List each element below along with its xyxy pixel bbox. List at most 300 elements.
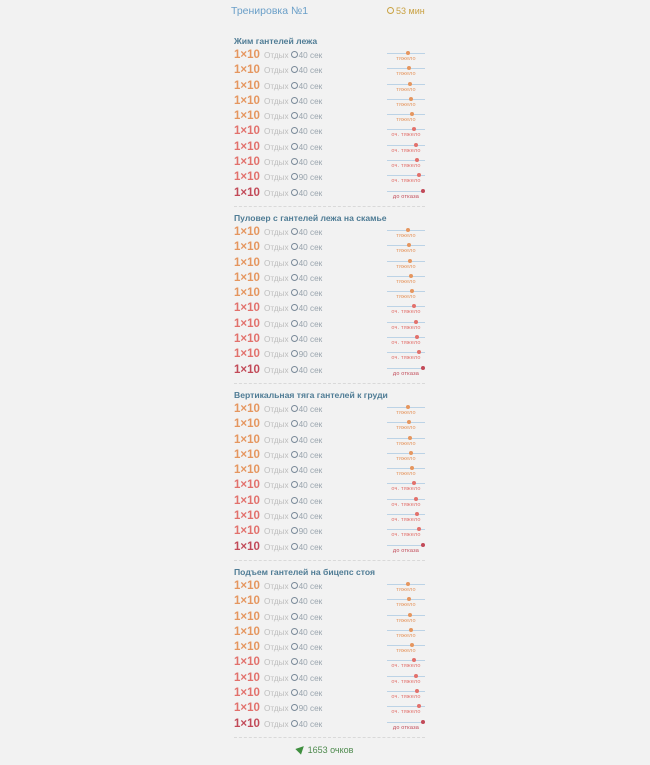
intensity-slider[interactable] [387, 540, 425, 555]
set-rest [264, 481, 322, 490]
intensity-slider[interactable] [387, 79, 425, 94]
workout-duration [387, 6, 425, 16]
intensity-slider[interactable] [387, 671, 425, 686]
set-row [234, 579, 425, 594]
intensity-slider[interactable] [387, 594, 425, 609]
clock-icon [291, 436, 298, 443]
set-reps: 1×10 [234, 287, 260, 300]
intensity-handle[interactable] [421, 189, 425, 193]
set-reps: 1×10 [234, 579, 260, 592]
set-row [234, 433, 425, 448]
intensity-handle[interactable] [406, 228, 410, 232]
rest-value: 40 сек [298, 365, 323, 375]
rest-label: Отдых [264, 142, 289, 152]
rest-value: 40 сек [298, 404, 323, 414]
clock-icon [291, 527, 298, 534]
clock-icon [291, 674, 298, 681]
intensity-handle[interactable] [412, 127, 416, 131]
set-row [234, 332, 425, 347]
intensity-handle[interactable] [421, 366, 425, 370]
set-rest [264, 543, 322, 552]
intensity-handle[interactable] [409, 628, 413, 632]
intensity-label: тяжело [396, 278, 416, 285]
set-rest [264, 720, 322, 729]
rest-label: Отдых [264, 273, 289, 283]
intensity-track [387, 145, 425, 146]
intensity-handle[interactable] [415, 335, 419, 339]
intensity-track [387, 245, 425, 246]
rest-label: Отдых [264, 127, 289, 137]
rest-label: Отдых [264, 96, 289, 106]
set-reps: 1×10 [234, 656, 260, 669]
intensity-track [387, 691, 425, 692]
set-row [234, 463, 425, 478]
set-reps: 1×10 [234, 271, 260, 284]
intensity-slider[interactable] [387, 524, 425, 539]
intensity-slider[interactable] [387, 717, 425, 732]
set-reps: 1×10 [234, 156, 260, 169]
rest-value: 40 сек [298, 627, 323, 637]
clock-icon [291, 320, 298, 327]
intensity-label: оч. тяжело [391, 178, 421, 185]
rest-value: 90 сек [298, 527, 323, 537]
intensity-label: оч. тяжело [391, 309, 421, 316]
clock-icon [291, 466, 298, 473]
set-rest [264, 405, 322, 414]
set-rest [264, 127, 322, 136]
set-reps: 1×10 [234, 225, 260, 238]
set-reps: 1×10 [234, 256, 260, 269]
rest-label: Отдых [264, 688, 289, 698]
intensity-handle[interactable] [408, 259, 412, 263]
rest-label: Отдых [264, 243, 289, 253]
clock-icon [291, 82, 298, 89]
intensity-track [387, 368, 425, 369]
intensity-handle[interactable] [417, 173, 421, 177]
divider [234, 560, 425, 561]
rest-value: 40 сек [298, 243, 323, 253]
exercise-name[interactable]: Пуловер с гантелей лежа на скамье [234, 212, 387, 223]
intensity-slider[interactable] [387, 579, 425, 594]
intensity-label: тяжело [396, 440, 416, 447]
intensity-track [387, 630, 425, 631]
intensity-slider[interactable] [387, 140, 425, 155]
intensity-track [387, 438, 425, 439]
intensity-label: тяжело [396, 248, 416, 255]
intensity-handle[interactable] [414, 497, 418, 501]
intensity-track [387, 514, 425, 515]
intensity-label: тяжело [396, 648, 416, 655]
intensity-slider[interactable] [387, 463, 425, 478]
intensity-handle[interactable] [408, 82, 412, 86]
clock-icon [291, 597, 298, 604]
rest-label: Отдых [264, 365, 289, 375]
intensity-track [387, 322, 425, 323]
intensity-handle[interactable] [410, 289, 414, 293]
intensity-label: тяжело [396, 586, 416, 593]
clock-icon [291, 112, 298, 119]
intensity-handle[interactable] [410, 643, 414, 647]
intensity-track [387, 722, 425, 723]
set-reps: 1×10 [234, 110, 260, 123]
intensity-handle[interactable] [410, 112, 414, 116]
set-row [234, 155, 425, 170]
rest-value: 40 сек [298, 258, 323, 268]
rest-value: 40 сек [298, 188, 323, 198]
intensity-slider[interactable] [387, 402, 425, 417]
intensity-handle[interactable] [408, 436, 412, 440]
intensity-slider[interactable] [387, 170, 425, 185]
intensity-handle[interactable] [407, 420, 411, 424]
intensity-label: тяжело [396, 602, 416, 609]
intensity-slider[interactable] [387, 286, 425, 301]
intensity-handle[interactable] [407, 597, 411, 601]
rest-label: Отдых [264, 627, 289, 637]
clock-icon [291, 582, 298, 589]
set-reps: 1×10 [234, 479, 260, 492]
workout-title[interactable]: Тренировка №1 [231, 5, 309, 17]
intensity-slider[interactable] [387, 317, 425, 332]
rest-value: 40 сек [298, 66, 323, 76]
intensity-slider[interactable] [387, 256, 425, 271]
rest-value: 40 сек [298, 581, 323, 591]
intensity-slider[interactable] [387, 240, 425, 255]
rest-label: Отдых [264, 404, 289, 414]
clock-icon [387, 7, 394, 14]
intensity-handle[interactable] [407, 243, 411, 247]
intensity-handle[interactable] [414, 674, 418, 678]
intensity-handle[interactable] [417, 704, 421, 708]
intensity-handle[interactable] [409, 451, 413, 455]
set-row [234, 363, 425, 378]
intensity-slider[interactable] [387, 610, 425, 625]
clock-icon [291, 689, 298, 696]
set-reps: 1×10 [234, 49, 260, 61]
intensity-handle[interactable] [412, 481, 416, 485]
divider [234, 206, 425, 207]
intensity-slider[interactable] [387, 271, 425, 286]
set-rest [264, 320, 322, 329]
set-rest [264, 466, 322, 475]
intensity-slider[interactable] [387, 94, 425, 109]
intensity-slider[interactable] [387, 686, 425, 701]
set-reps: 1×10 [234, 540, 260, 553]
set-row [234, 347, 425, 362]
intensity-slider[interactable] [387, 155, 425, 170]
set-reps: 1×10 [234, 140, 260, 153]
clock-icon [291, 158, 298, 165]
rest-value: 40 сек [298, 51, 323, 60]
set-rest [264, 228, 322, 237]
exercise-name[interactable]: Подъем гантелей на бицепс стоя [234, 566, 376, 577]
clock-icon [291, 127, 298, 134]
intensity-label: оч. тяжело [391, 132, 421, 139]
exercise-list [234, 31, 425, 741]
set-row [234, 402, 425, 417]
intensity-handle[interactable] [414, 320, 418, 324]
set-reps: 1×10 [234, 363, 260, 376]
intensity-track [387, 191, 425, 192]
set-reps: 1×10 [234, 171, 260, 184]
clock-icon [291, 451, 298, 458]
intensity-handle[interactable] [414, 143, 418, 147]
exercise-name[interactable]: Вертикальная тяга гантелей к груди [234, 389, 388, 400]
intensity-slider[interactable] [387, 417, 425, 432]
rest-value: 40 сек [298, 127, 323, 137]
set-row [234, 109, 425, 124]
intensity-handle[interactable] [406, 405, 410, 409]
intensity-slider[interactable] [387, 363, 425, 378]
set-row [234, 494, 425, 509]
intensity-track [387, 337, 425, 338]
set-row [234, 671, 425, 686]
set-rest [264, 158, 322, 167]
set-row [234, 701, 425, 716]
set-row [234, 640, 425, 655]
exercise-name[interactable]: Жим гантелей лежа [234, 36, 318, 46]
divider [234, 383, 425, 384]
intensity-handle[interactable] [409, 97, 413, 101]
set-row [234, 271, 425, 286]
intensity-label: тяжело [396, 294, 416, 301]
rest-label: Отдых [264, 81, 289, 91]
intensity-slider[interactable] [387, 301, 425, 316]
intensity-track [387, 422, 425, 423]
intensity-handle[interactable] [415, 689, 419, 693]
set-row [234, 478, 425, 493]
rest-label: Отдых [264, 643, 289, 653]
intensity-slider[interactable] [387, 640, 425, 655]
clock-icon [291, 366, 298, 373]
rest-value: 40 сек [298, 420, 323, 430]
rest-value: 40 сек [298, 719, 323, 729]
set-reps: 1×10 [234, 494, 260, 507]
exercise-block [234, 33, 425, 207]
intensity-handle[interactable] [412, 658, 416, 662]
rest-value: 40 сек [298, 273, 323, 283]
clock-icon [291, 274, 298, 281]
rest-value: 40 сек [298, 688, 323, 698]
rest-label: Отдых [264, 673, 289, 683]
rest-label: Отдых [264, 466, 289, 476]
intensity-slider[interactable] [387, 109, 425, 124]
rest-label: Отдых [264, 227, 289, 237]
intensity-handle[interactable] [421, 720, 425, 724]
exercise-block [234, 387, 425, 561]
intensity-track [387, 615, 425, 616]
set-rest [264, 51, 322, 60]
clock-icon [291, 97, 298, 104]
clock-icon [291, 289, 298, 296]
set-reps: 1×10 [234, 418, 260, 431]
set-rest [264, 451, 322, 460]
set-reps: 1×10 [234, 186, 260, 199]
intensity-slider[interactable] [387, 625, 425, 640]
rest-value: 40 сек [298, 496, 323, 506]
set-rest [264, 582, 322, 591]
set-row [234, 79, 425, 94]
set-row [234, 140, 425, 155]
intensity-slider[interactable] [387, 509, 425, 524]
rest-label: Отдых [264, 542, 289, 552]
set-row [234, 717, 425, 732]
set-row [234, 170, 425, 185]
clock-icon [291, 173, 298, 180]
set-rest [264, 97, 322, 106]
rest-value: 40 сек [298, 96, 323, 106]
set-reps: 1×10 [234, 625, 260, 638]
set-reps: 1×10 [234, 94, 260, 107]
clock-icon [291, 335, 298, 342]
clock-icon [291, 613, 298, 620]
clock-icon [291, 243, 298, 250]
set-reps: 1×10 [234, 671, 260, 684]
rest-value: 40 сек [298, 81, 323, 91]
intensity-track [387, 276, 425, 277]
clock-icon [291, 66, 298, 73]
set-reps: 1×10 [234, 333, 260, 346]
intensity-slider[interactable] [387, 347, 425, 362]
intensity-slider[interactable] [387, 48, 425, 63]
intensity-track [387, 99, 425, 100]
intensity-label: оч. тяжело [391, 532, 421, 539]
clock-icon [291, 628, 298, 635]
intensity-track [387, 599, 425, 600]
set-row [234, 540, 425, 555]
intensity-label: тяжело [396, 232, 416, 239]
intensity-handle[interactable] [410, 466, 414, 470]
set-row [234, 48, 425, 63]
intensity-slider[interactable] [387, 701, 425, 716]
set-row [234, 625, 425, 640]
intensity-slider[interactable] [387, 63, 425, 78]
intensity-track [387, 129, 425, 130]
set-reps: 1×10 [234, 302, 260, 315]
intensity-slider[interactable] [387, 478, 425, 493]
intensity-handle[interactable] [408, 613, 412, 617]
set-reps: 1×10 [234, 433, 260, 446]
intensity-handle[interactable] [415, 512, 419, 516]
rest-label: Отдых [264, 66, 289, 76]
rest-label: Отдых [264, 304, 289, 314]
intensity-slider[interactable] [387, 332, 425, 347]
set-row [234, 610, 425, 625]
intensity-slider[interactable] [387, 225, 425, 240]
intensity-handle[interactable] [409, 274, 413, 278]
set-reps: 1×10 [234, 448, 260, 461]
set-rest [264, 173, 322, 182]
set-rest [264, 366, 322, 375]
set-rest [264, 259, 322, 268]
rest-label: Отдых [264, 350, 289, 360]
set-reps: 1×10 [234, 641, 260, 654]
rest-value: 90 сек [298, 350, 323, 360]
points-summary [0, 745, 650, 755]
clock-icon [291, 720, 298, 727]
clock-icon [291, 658, 298, 665]
rest-label: Отдых [264, 319, 289, 329]
clock-icon [291, 304, 298, 311]
intensity-slider[interactable] [387, 433, 425, 448]
intensity-handle[interactable] [421, 543, 425, 547]
intensity-slider[interactable] [387, 448, 425, 463]
set-reps: 1×10 [234, 702, 260, 715]
set-rest [264, 689, 322, 698]
rest-value: 40 сек [298, 227, 323, 237]
rest-value: 40 сек [298, 466, 323, 476]
intensity-handle[interactable] [417, 350, 421, 354]
intensity-label: до отказа [392, 724, 420, 731]
intensity-track [387, 291, 425, 292]
set-row [234, 686, 425, 701]
intensity-handle[interactable] [407, 66, 411, 70]
intensity-slider[interactable] [387, 124, 425, 139]
set-reps: 1×10 [234, 125, 260, 138]
set-rest [264, 527, 322, 536]
intensity-label: оч. тяжело [391, 147, 421, 154]
set-rest [264, 112, 322, 121]
set-rest [264, 82, 322, 91]
set-row [234, 286, 425, 301]
intensity-handle[interactable] [406, 51, 410, 55]
intensity-label: тяжело [396, 455, 416, 462]
intensity-slider[interactable] [387, 494, 425, 509]
set-reps: 1×10 [234, 610, 260, 623]
set-row [234, 509, 425, 524]
rest-value: 40 сек [298, 319, 323, 329]
intensity-handle[interactable] [415, 158, 419, 162]
intensity-label: оч. тяжело [391, 693, 421, 700]
intensity-track [387, 645, 425, 646]
clock-icon [291, 259, 298, 266]
intensity-track [387, 468, 425, 469]
intensity-label: до отказа [392, 370, 420, 377]
clock-icon [291, 512, 298, 519]
rest-label: Отдых [264, 597, 289, 607]
set-reps: 1×10 [234, 686, 260, 699]
set-rest [264, 628, 322, 637]
rest-value: 40 сек [298, 612, 323, 622]
rest-label: Отдых [264, 258, 289, 268]
rest-value: 40 сек [298, 304, 323, 314]
intensity-label: оч. тяжело [391, 678, 421, 685]
intensity-handle[interactable] [417, 527, 421, 531]
intensity-label: тяжело [396, 425, 416, 432]
set-rest [264, 289, 322, 298]
clock-icon [291, 420, 298, 427]
set-rest [264, 512, 322, 521]
intensity-slider[interactable] [387, 186, 425, 201]
set-reps: 1×10 [234, 64, 260, 77]
set-row [234, 240, 425, 255]
set-reps: 1×10 [234, 717, 260, 730]
rocket-icon [295, 743, 306, 754]
intensity-slider[interactable] [387, 655, 425, 670]
rest-value: 40 сек [298, 673, 323, 683]
intensity-track [387, 306, 425, 307]
intensity-label: оч. тяжело [391, 663, 421, 670]
intensity-label: оч. тяжело [391, 355, 421, 362]
set-reps: 1×10 [234, 525, 260, 538]
intensity-handle[interactable] [406, 582, 410, 586]
rest-value: 90 сек [298, 704, 323, 714]
intensity-handle[interactable] [412, 304, 416, 308]
set-rest [264, 274, 322, 283]
set-row [234, 655, 425, 670]
intensity-label: тяжело [396, 471, 416, 478]
intensity-label: оч. тяжело [391, 340, 421, 347]
intensity-label: до отказа [392, 547, 420, 554]
